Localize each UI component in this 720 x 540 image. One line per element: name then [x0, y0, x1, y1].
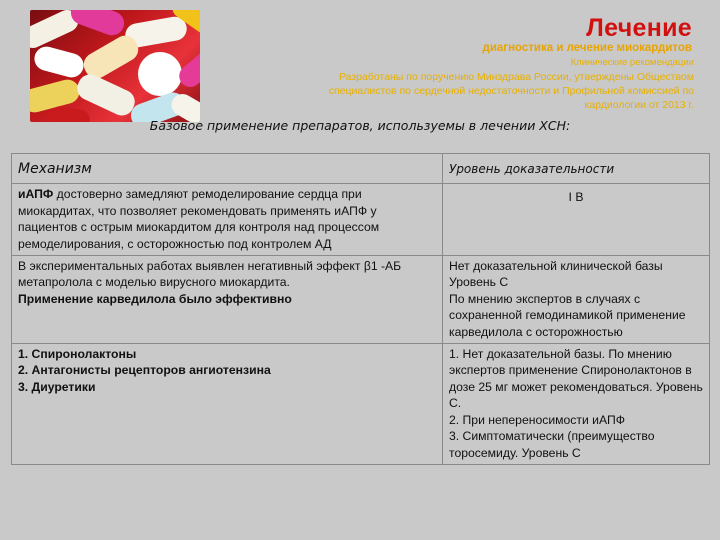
row3-e2: 2. При непереносимости иАПФ — [449, 412, 625, 427]
table-header-row — [12, 154, 710, 184]
rec-line-2: Разработаны по поручению Минздрава России, утверждены Обществом — [338, 71, 694, 83]
page-title: Лечение — [586, 14, 692, 42]
table-row — [12, 256, 710, 344]
recommendations-source — [254, 56, 694, 112]
table-row — [12, 344, 710, 465]
table-row — [12, 184, 710, 256]
row3-m3: 3. Диуретики — [18, 379, 96, 394]
pills-image — [30, 10, 200, 122]
row1-text: достоверно замедляют ремоделирование сердца при миокардитах, что позволяет рекомендовать применять иАПФ у пациентов с острым миокардитом для контроля над процессом ремоделирования, с осторожностью под контролем АД — [18, 187, 380, 251]
row3-e3: 3. Симптоматически (преимущество торосемиду. Уровень С — [449, 429, 655, 460]
row3-mechanism — [12, 344, 443, 465]
row2-e3: По мнению экспертов в случаях с сохраненной гемодинамикой применение карведилола с осторожностью — [449, 291, 686, 339]
row3-m2: 2. Антагонисты рецепторов ангиотензина — [18, 363, 271, 378]
row2-text: В экспериментальных работах выявлен негативный эффект β1 -АБ метапролола с моделью вирусного миокардита. — [18, 259, 402, 290]
row2-e1: Нет доказательной клинической базы — [449, 259, 663, 274]
row1-evidence: I B — [443, 184, 710, 256]
row2-e2: Уровень С — [449, 275, 509, 290]
rec-line-1: Клинические рекомендации — [570, 57, 694, 68]
row3-m1: 1. Спиронолактоны — [18, 347, 137, 362]
row1-drug: иАПФ — [18, 187, 54, 202]
rec-line-3: специалистов по сердечной недостаточности и Профильной комиссией по — [328, 85, 694, 97]
page-subtitle: диагностика и лечение миокардитов — [482, 42, 692, 54]
row3-evidence — [443, 344, 710, 465]
row2-evidence — [443, 256, 710, 344]
rec-line-4: кардиологии от 2013 г. — [584, 99, 694, 111]
header-evidence: Уровень доказательности — [443, 154, 710, 184]
treatment-table — [11, 153, 710, 465]
row2-bold: Применение карведилола было эффективно — [18, 291, 292, 306]
row1-mechanism — [12, 184, 443, 256]
section-title: Базовое применение препаратов, используемы в лечении ХСН: — [149, 118, 571, 133]
row3-e1: 1. Нет доказательной базы. По мнению экспертов применение Спиронолактонов в дозе 25 мг может рекомендоваться. Уровень С. — [449, 347, 703, 411]
row2-mechanism — [12, 256, 443, 344]
header-mechanism: Механизм — [12, 154, 443, 184]
